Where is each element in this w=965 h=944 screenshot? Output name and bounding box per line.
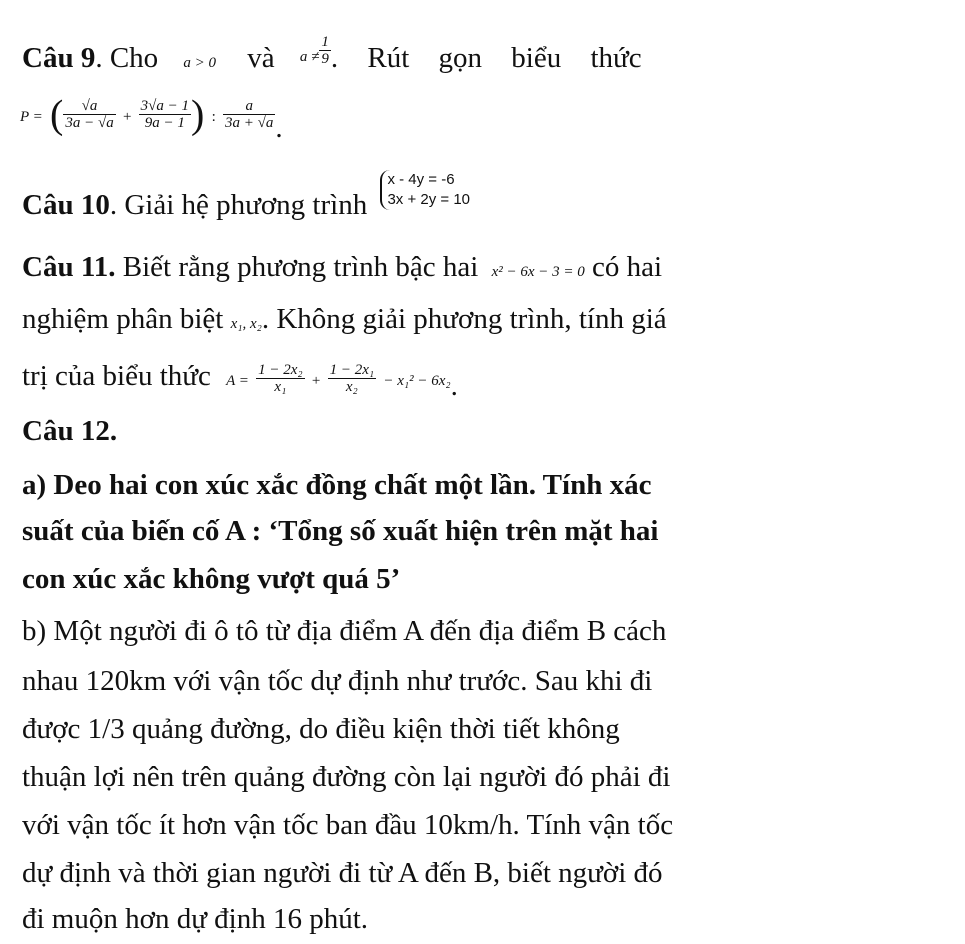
- q12b-line-6: dự định và thời gian người đi từ A đến B, biết người đó: [22, 857, 663, 889]
- q11-label: Câu 11.: [22, 251, 116, 283]
- q11-line-3: [22, 346, 458, 406]
- q9-f1-num: √a: [63, 98, 115, 115]
- q10-equation-1: x - 4y = -6: [387, 171, 455, 188]
- q9-condition-den: 9: [321, 51, 329, 67]
- q9-f1-den: 3a − √a: [65, 114, 114, 131]
- q12b-line-1: b) Một người đi ô tô từ địa điểm A đến địa điểm B cách: [22, 615, 667, 647]
- q11-equation: x² − 6x − 3 = 0: [491, 264, 585, 280]
- q9-f3-den: 3a + √a: [225, 114, 274, 131]
- q10-line: [22, 170, 470, 222]
- q9-f2-den: 9a − 1: [144, 114, 185, 131]
- q9-condition-a-positive: a > 0: [183, 55, 217, 71]
- q11-g1-num: 1 − 2x₂: [258, 361, 303, 378]
- q10-label: Câu 10: [22, 189, 110, 221]
- q11-plus: +: [311, 373, 321, 389]
- q9-p-lhs: P =: [20, 109, 43, 125]
- q11-text-2a: nghiệm phân biệt: [22, 303, 224, 335]
- q11-fraction-1: [256, 362, 305, 395]
- q11-text-2b: . Không giải phương trình, tính giá: [261, 303, 667, 335]
- q11-g1-den: x₁: [274, 378, 287, 395]
- q9-condition-lhs: a ≠: [299, 49, 320, 65]
- q11-roots: x₁, x₂: [230, 316, 262, 332]
- q12a-line-1: a) Deo hai con xúc xắc đồng chất một lần. Tính xác: [22, 469, 652, 501]
- q9-label: Câu 9: [22, 42, 96, 74]
- q9-text-va: và: [247, 42, 275, 74]
- q9-fraction-1: [63, 98, 115, 131]
- q10-text: . Giải hệ phương trình: [109, 189, 368, 221]
- q11-line-1: [22, 250, 942, 289]
- q9-f2-num: 3√a − 1: [140, 97, 190, 114]
- q10-equation-system: [380, 170, 470, 210]
- q11-text-3a: trị của biểu thức: [22, 360, 211, 392]
- q11-g2-den: x₂: [345, 378, 358, 395]
- q9-condition-num: 1: [321, 34, 329, 50]
- q9-f3-num: a: [223, 98, 275, 115]
- q12b-line-3: được 1/3 quảng đường, do điều kiện thời tiết không: [22, 713, 620, 745]
- q12b-line-5: với vận tốc ít hơn vận tốc ban đầu 10km/h. Tính vận tốc: [22, 809, 674, 841]
- q12a-line-3: con xúc xắc không vượt quá 5’: [22, 563, 401, 595]
- q11-text-1b: có hai: [592, 251, 663, 283]
- q9-divide: :: [211, 109, 216, 125]
- q12b-line-2: nhau 120km với vận tốc dự định như trước. Sau khi đi: [22, 665, 653, 697]
- q9-text-rut-gon: . Rút gọn biểu thức: [330, 42, 642, 74]
- q12b-line-7: đi muộn hơn dự định 16 phút.: [22, 903, 369, 935]
- q10-equation-2: 3x + 2y = 10: [387, 191, 471, 208]
- q11-fraction-2: [328, 362, 377, 395]
- q9-left-paren: (: [50, 91, 64, 137]
- q9-text-1: . Cho: [95, 42, 159, 74]
- q12b-line-4: thuận lợi nên trên quảng đường còn lại người đó phải đi: [22, 761, 671, 793]
- q9-right-paren: ): [191, 91, 205, 137]
- q9-condition-fraction: [319, 34, 331, 67]
- q9-line-1: [22, 34, 942, 80]
- q11-a-tail: − x₁² − 6x₂: [383, 373, 451, 389]
- q9-fraction-2: [139, 98, 191, 131]
- q11-g2-num: 1 − 2x₁: [329, 361, 375, 378]
- q9-period: .: [275, 112, 283, 144]
- q9-formula: [20, 80, 283, 144]
- q11-a-lhs: A =: [226, 373, 249, 389]
- q11-line-2: [22, 302, 942, 341]
- q9-fraction-3: [223, 98, 275, 131]
- q12-label: Câu 12.: [22, 415, 118, 447]
- q9-plus: +: [122, 109, 132, 125]
- q12a-line-2: suất của biến cố A : ‘Tổng số xuất hiện trên mặt hai: [22, 515, 659, 547]
- q11-period: .: [450, 370, 458, 402]
- q11-text-1a: Biết rằng phương trình bậc hai: [122, 251, 479, 283]
